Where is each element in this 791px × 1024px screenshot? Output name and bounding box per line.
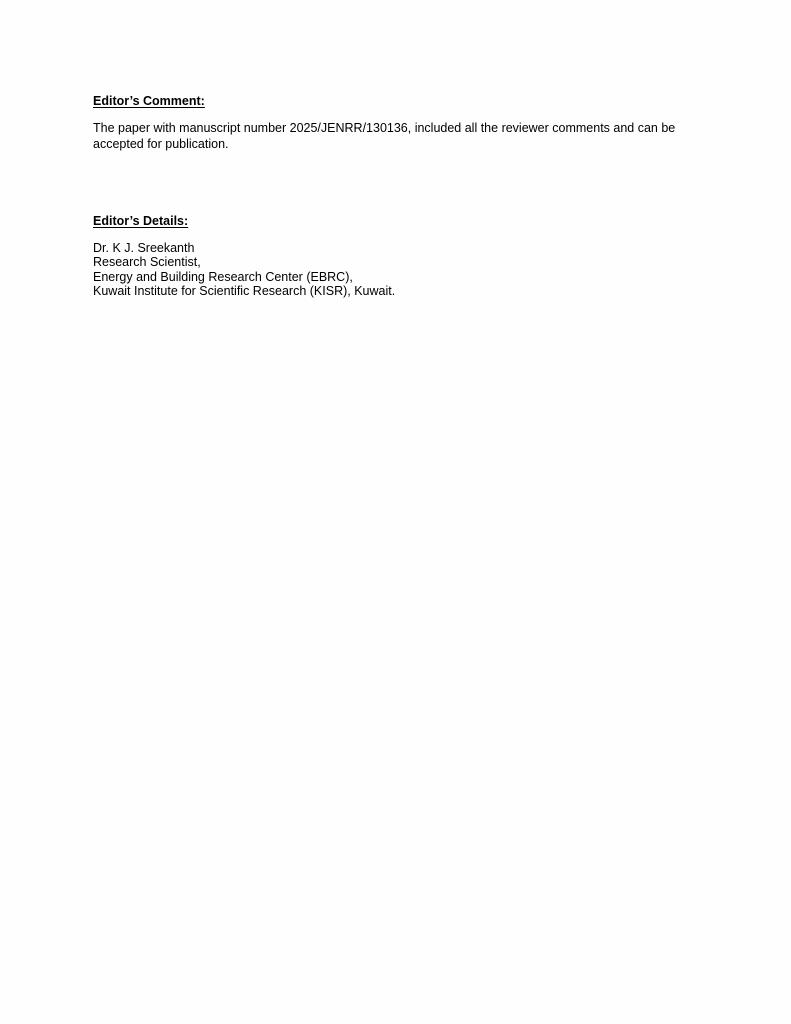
editor-comment-heading: Editor’s Comment: <box>93 94 205 108</box>
editor-name: Dr. K J. Sreekanth <box>93 241 195 255</box>
editor-department: Energy and Building Research Center (EBRC), <box>93 269 353 284</box>
editor-institution: Kuwait Institute for Scientific Research (KISR), Kuwait. <box>93 283 396 298</box>
editor-position: Research Scientist, <box>93 255 201 270</box>
editor-details-block <box>93 241 693 298</box>
editor-comment-text: The paper with manuscript number 2025/JENRR/130136, included all the reviewer comments and can be accepted for publication. <box>93 121 676 151</box>
editor-details-heading: Editor’s Details: <box>93 214 189 228</box>
